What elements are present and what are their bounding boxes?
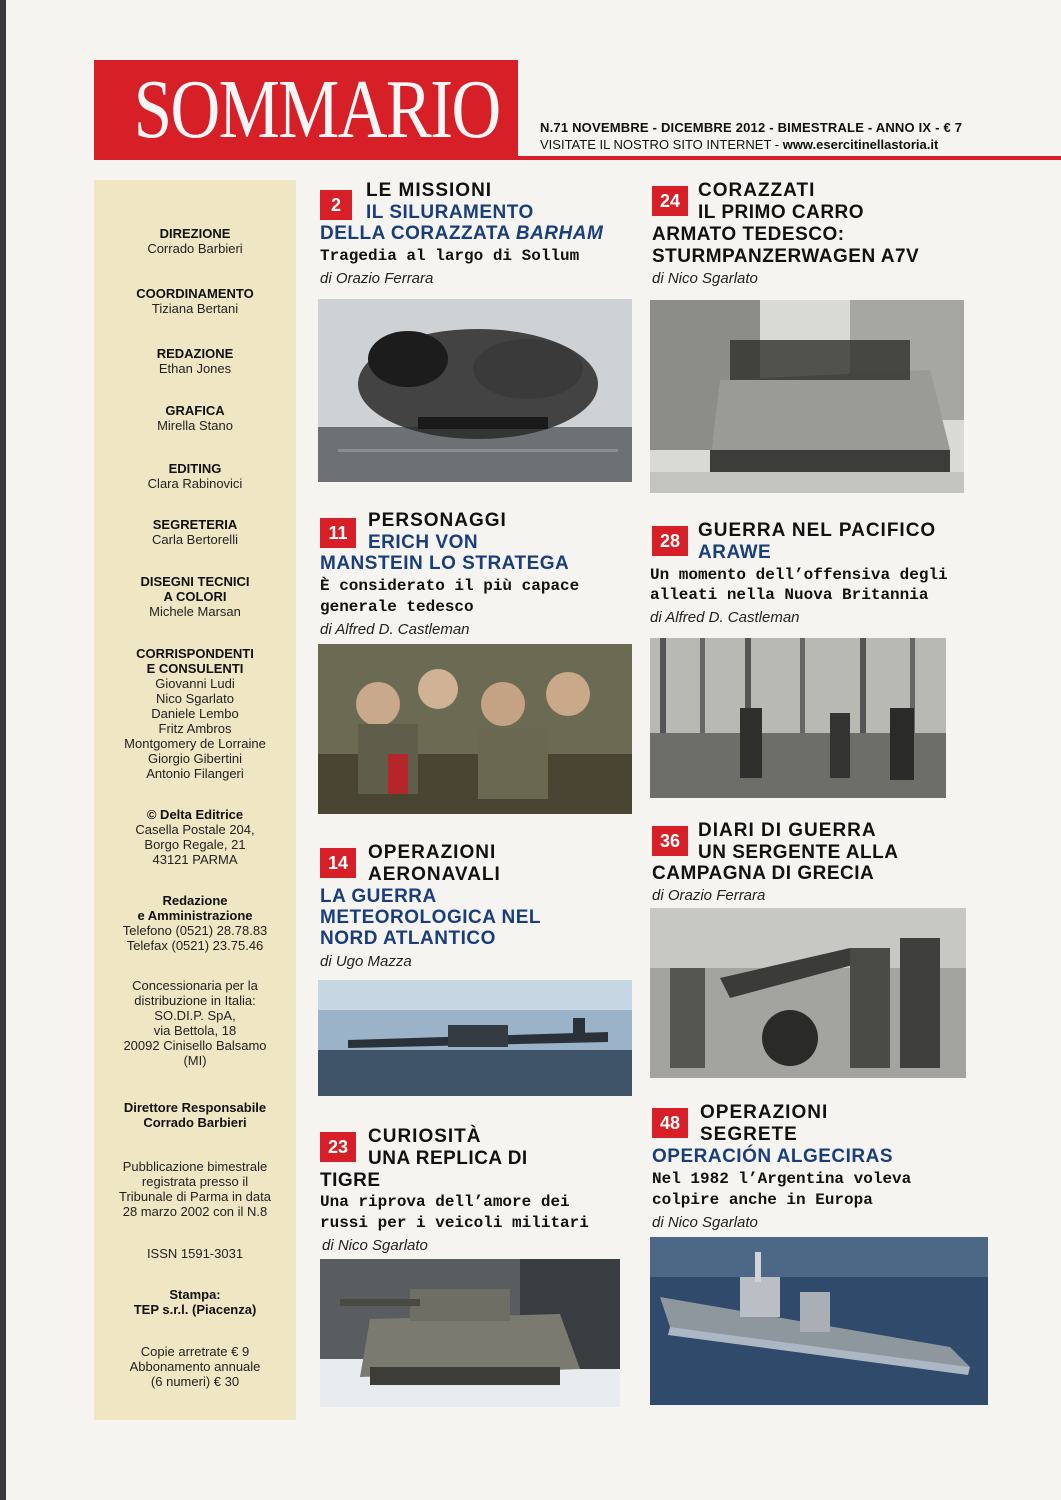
editrice-line: 43121 PARMA xyxy=(152,852,238,867)
article-deck: colpire anche in Europa xyxy=(652,1191,873,1209)
article-headline[interactable]: CAMPAGNA DI GRECIA xyxy=(652,863,875,884)
direttore-label: Direttore Responsabile xyxy=(123,1100,267,1115)
article-headline[interactable]: STURMPANZERWAGEN A7V xyxy=(652,246,920,267)
corrispondenti-label-1: CORRISPONDENTI xyxy=(136,646,254,661)
article-headline[interactable]: LA GUERRA xyxy=(320,886,437,907)
article-byline: di Nico Sgarlato xyxy=(652,270,758,287)
grafica-name: Mirella Stano xyxy=(157,418,233,433)
tiger-tank-photo[interactable] xyxy=(320,1259,620,1407)
editrice-label: © Delta Editrice xyxy=(146,807,244,822)
article-byline: di Nico Sgarlato xyxy=(652,1214,758,1231)
page-number-badge: 2 xyxy=(320,190,352,220)
corrispondente-name: Giovanni Ludi xyxy=(155,676,235,691)
article-headline[interactable]: UNA REPLICA DI xyxy=(368,1148,528,1169)
pubblicazione-line: Tribunale di Parma in data xyxy=(119,1189,271,1204)
article-kicker: DIARI DI GUERRA xyxy=(698,820,877,841)
disegni-label-1: DISEGNI TECNICI xyxy=(140,574,250,589)
article-headline[interactable]: TIGRE xyxy=(320,1170,381,1191)
article-headline[interactable] xyxy=(320,223,603,244)
page-number-badge: 36 xyxy=(652,826,688,856)
manstein-photo[interactable] xyxy=(318,644,632,814)
article-headline[interactable]: MANSTEIN LO STRATEGA xyxy=(320,553,570,574)
amministrazione-label-1: Redazione xyxy=(162,893,228,908)
article-kicker: OPERAZIONI xyxy=(368,842,497,863)
article-byline: di Orazio Ferrara xyxy=(652,887,766,904)
corrispondente-name: Daniele Lembo xyxy=(151,706,239,721)
direzione-label: DIREZIONE xyxy=(159,226,231,241)
aircraft-photo[interactable] xyxy=(318,980,632,1096)
header-rule xyxy=(94,156,1061,160)
page-number-badge: 14 xyxy=(320,848,356,878)
article-kicker: SEGRETE xyxy=(700,1124,798,1145)
amministrazione-label-2: e Amministrazione xyxy=(137,908,253,923)
page-number-badge: 23 xyxy=(320,1132,356,1162)
article-headline[interactable]: ARMATO TEDESCO: xyxy=(652,224,845,245)
concessionaria-line: 20092 Cinisello Balsamo xyxy=(123,1038,267,1053)
page-number-badge: 24 xyxy=(652,186,688,216)
article-headline[interactable]: IL SILURAMENTO xyxy=(366,202,534,223)
article-byline: di Alfred D. Castleman xyxy=(650,609,800,626)
concessionaria-line: Concessionaria per la xyxy=(132,978,258,993)
article-headline[interactable]: ARAWE xyxy=(698,542,772,563)
article-byline: di Orazio Ferrara xyxy=(320,270,434,287)
website-link[interactable]: www.esercitinellastoria.it xyxy=(782,137,939,152)
article-byline: di Alfred D. Castleman xyxy=(320,621,470,638)
segreteria-name: Carla Bertorelli xyxy=(152,532,238,547)
abbonamento: Abbonamento annuale xyxy=(129,1359,261,1374)
direttore-name: Corrado Barbieri xyxy=(143,1115,247,1130)
article-deck: Nel 1982 l’Argentina voleva xyxy=(652,1170,912,1188)
pubblicazione-line: 28 marzo 2002 con il N.8 xyxy=(122,1204,268,1219)
telefax: Telefax (0521) 23.75.46 xyxy=(126,938,264,953)
corrispondente-name: Nico Sgarlato xyxy=(155,691,235,706)
article-headline[interactable]: UN SERGENTE ALLA xyxy=(698,842,899,863)
concessionaria-line: distribuzione in Italia: xyxy=(134,993,256,1008)
article-headline[interactable]: ERICH VON xyxy=(368,532,479,553)
article-kicker: GUERRA NEL PACIFICO xyxy=(698,520,937,541)
article-kicker: CURIOSITÀ xyxy=(368,1126,482,1147)
grafica-label: GRAFICA xyxy=(165,403,225,418)
explosion-photo[interactable] xyxy=(318,299,632,482)
article-deck: generale tedesco xyxy=(320,598,474,616)
issn: ISSN 1591-3031 xyxy=(146,1246,244,1261)
concessionaria-line: via Bettola, 18 xyxy=(153,1023,237,1038)
abbonamento-price: (6 numeri) € 30 xyxy=(150,1374,240,1389)
article-deck: alleati nella Nuova Britannia xyxy=(650,586,929,604)
editrice-line: Borgo Regale, 21 xyxy=(144,837,246,852)
disegni-label-2: A COLORI xyxy=(163,589,227,604)
article-kicker: AERONAVALI xyxy=(368,864,501,885)
article-headline[interactable]: IL PRIMO CARRO xyxy=(698,202,865,223)
copie-arretrate: Copie arretrate € 9 xyxy=(140,1344,250,1359)
article-deck: russi per i veicoli militari xyxy=(320,1214,589,1232)
page-number-badge: 11 xyxy=(320,518,356,548)
corrispondente-name: Giorgio Gibertini xyxy=(148,751,242,766)
concessionaria-line: SO.DI.P. SpA, xyxy=(154,1008,236,1023)
concessionaria-line: (MI) xyxy=(183,1053,207,1068)
arawe-photo[interactable] xyxy=(650,638,946,798)
headline-ship-name: BARHAM xyxy=(515,223,604,244)
stampa-name: TEP s.r.l. (Piacenza) xyxy=(133,1302,257,1317)
tank-a7v-photo[interactable] xyxy=(650,300,964,493)
redazione-name: Ethan Jones xyxy=(158,361,232,376)
article-headline[interactable]: NORD ATLANTICO xyxy=(320,928,496,949)
issue-info: N.71 NOVEMBRE - DICEMBRE 2012 - BIMESTRALE - ANNO IX - € 7 xyxy=(540,120,963,135)
article-headline[interactable]: OPERACIÓN ALGECIRAS xyxy=(652,1146,894,1167)
corrispondente-name: Montgomery de Lorraine xyxy=(124,736,266,751)
page-number-badge: 28 xyxy=(652,526,688,556)
editing-label: EDITING xyxy=(168,461,222,476)
corrispondente-name: Fritz Ambros xyxy=(158,721,232,736)
article-deck: Tragedia al largo di Sollum xyxy=(320,247,580,265)
pubblicazione-line: Pubblicazione bimestrale xyxy=(122,1159,268,1174)
corrispondente-name: Antonio Filangeri xyxy=(146,766,244,781)
masthead-sidebar xyxy=(94,180,296,1420)
website-line xyxy=(540,137,938,152)
coordinamento-name: Tiziana Bertani xyxy=(151,301,239,316)
pubblicazione-line: registrata presso il xyxy=(141,1174,249,1189)
page-number-badge: 48 xyxy=(652,1108,688,1138)
article-byline: di Ugo Mazza xyxy=(320,953,412,970)
segreteria-label: SEGRETERIA xyxy=(152,517,238,532)
page-title: SOMMARIO xyxy=(133,63,500,156)
direzione-name: Corrado Barbieri xyxy=(147,241,243,256)
article-deck: Una riprova dell’amore dei xyxy=(320,1193,570,1211)
article-deck: Un momento dell’offensiva degli xyxy=(650,566,948,584)
article-deck: È considerato il più capace xyxy=(320,577,580,595)
website-prefix: VISITATE IL NOSTRO SITO INTERNET - xyxy=(540,137,783,152)
article-headline[interactable]: METEOROLOGICA NEL xyxy=(320,907,542,928)
page-edge xyxy=(0,0,6,1500)
headline-text: DELLA CORAZZATA xyxy=(320,223,516,244)
editing-name: Clara Rabinovici xyxy=(147,476,243,491)
coordinamento-label: COORDINAMENTO xyxy=(136,286,254,301)
article-kicker: CORAZZATI xyxy=(698,180,816,201)
editrice-line: Casella Postale 204, xyxy=(135,822,255,837)
article-kicker: OPERAZIONI xyxy=(700,1102,829,1123)
article-kicker: PERSONAGGI xyxy=(368,510,507,531)
corrispondenti-label-2: E CONSULENTI xyxy=(146,661,244,676)
article-byline: di Nico Sgarlato xyxy=(322,1237,428,1254)
article-kicker: LE MISSIONI xyxy=(366,180,493,201)
stampa-label: Stampa: xyxy=(169,1287,221,1302)
warship-photo[interactable] xyxy=(650,1237,988,1405)
greece-artillery-photo[interactable] xyxy=(650,908,966,1078)
redazione-label: REDAZIONE xyxy=(156,346,234,361)
disegni-name: Michele Marsan xyxy=(149,604,241,619)
telefono: Telefono (0521) 28.78.83 xyxy=(122,923,268,938)
